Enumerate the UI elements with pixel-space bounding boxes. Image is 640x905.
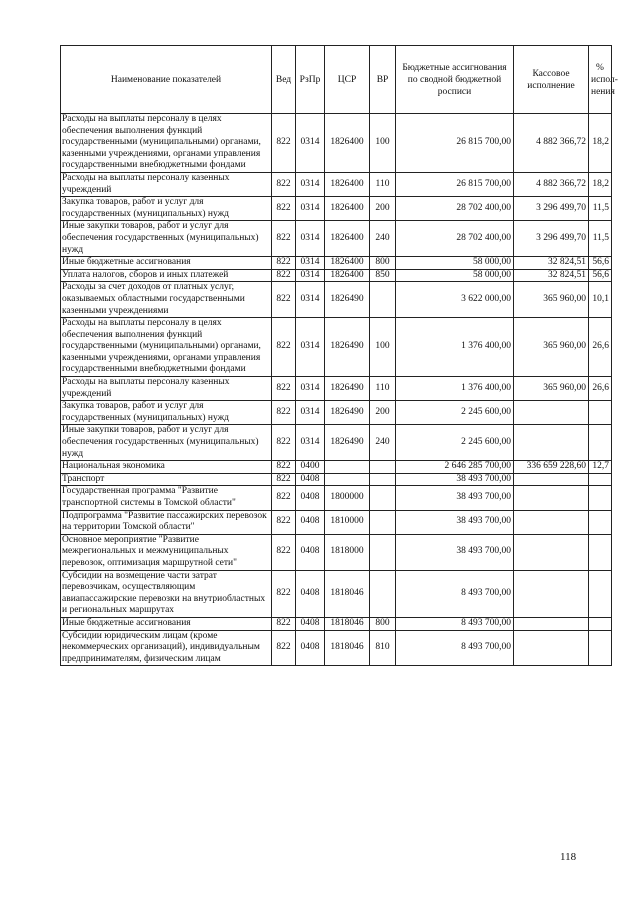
cell-ved: 822 [272,570,296,617]
table-row [61,197,612,221]
cell-budget: 1 376 400,00 [396,318,514,377]
cell-vr: 810 [370,630,396,666]
cell-pct [589,617,612,630]
cell-rzpr: 0408 [296,630,325,666]
cell-cash: 32 824,51 [514,257,589,270]
cell-ved: 822 [272,473,296,486]
cell-ved: 822 [272,318,296,377]
table-row [61,377,612,401]
header-rzpr: РзПр [296,46,325,114]
cell-pct: 26,6 [589,377,612,401]
cell-csr: 1800000 [325,486,370,510]
cell-pct: 18,2 [589,172,612,196]
cell-name: Национальная экономика [61,461,272,474]
cell-name: Подпрограмма "Развитие пассажирских перевозок на территории Томской области" [61,510,272,534]
cell-vr [370,534,396,570]
cell-ved: 822 [272,401,296,425]
cell-rzpr: 0314 [296,172,325,196]
cell-csr: 1826400 [325,221,370,257]
table-row [61,570,612,617]
cell-rzpr: 0314 [296,114,325,173]
cell-pct: 56,6 [589,257,612,270]
cell-rzpr: 0314 [296,377,325,401]
cell-ved: 822 [272,257,296,270]
cell-vr: 240 [370,221,396,257]
cell-cash: 336 659 228,60 [514,461,589,474]
cell-rzpr: 0314 [296,257,325,270]
cell-rzpr: 0314 [296,401,325,425]
cell-cash: 365 960,00 [514,377,589,401]
cell-vr [370,282,396,318]
cell-csr: 1826490 [325,401,370,425]
table-row [61,534,612,570]
cell-ved: 822 [272,534,296,570]
cell-vr: 850 [370,269,396,282]
cell-csr: 1810000 [325,510,370,534]
cell-vr [370,461,396,474]
cell-name: Иные бюджетные ассигнования [61,617,272,630]
cell-name: Расходы за счет доходов от платных услуг, оказываемых областными государственными казенными учреждениями [61,282,272,318]
cell-budget: 26 815 700,00 [396,114,514,173]
cell-name: Закупка товаров, работ и услуг для государственных (муниципальных) нужд [61,401,272,425]
cell-pct [589,401,612,425]
header-cash: Кассовое исполнение [514,46,589,114]
cell-budget: 38 493 700,00 [396,534,514,570]
cell-budget: 28 702 400,00 [396,221,514,257]
header-ved: Вед [272,46,296,114]
cell-rzpr: 0400 [296,461,325,474]
cell-csr: 1818046 [325,630,370,666]
cell-pct: 26,6 [589,318,612,377]
cell-name: Транспорт [61,473,272,486]
cell-budget: 1 376 400,00 [396,377,514,401]
cell-name: Основное мероприятие "Развитие межрегиональных и межмуниципальных перевозок, оптимизация маршрутной сети" [61,534,272,570]
table-row [61,269,612,282]
cell-rzpr: 0408 [296,510,325,534]
cell-csr: 1826490 [325,425,370,461]
cell-csr: 1826400 [325,269,370,282]
cell-vr [370,570,396,617]
cell-vr: 200 [370,197,396,221]
cell-budget: 3 622 000,00 [396,282,514,318]
cell-csr: 1826490 [325,318,370,377]
cell-pct [589,510,612,534]
cell-ved: 822 [272,197,296,221]
cell-ved: 822 [272,221,296,257]
table-row [61,486,612,510]
header-budget: Бюджетные ассигнования по сводной бюджетной росписи [396,46,514,114]
table-row [61,172,612,196]
cell-ved: 822 [272,461,296,474]
table-row [61,630,612,666]
cell-vr [370,473,396,486]
cell-ved: 822 [272,269,296,282]
cell-pct [589,630,612,666]
cell-budget: 8 493 700,00 [396,630,514,666]
cell-cash: 365 960,00 [514,282,589,318]
cell-cash [514,401,589,425]
table-row [61,425,612,461]
cell-csr: 1826400 [325,257,370,270]
cell-vr: 110 [370,377,396,401]
cell-ved: 822 [272,510,296,534]
cell-ved: 822 [272,425,296,461]
header-csr: ЦСР [325,46,370,114]
cell-csr [325,461,370,474]
table-row [61,617,612,630]
cell-budget: 28 702 400,00 [396,197,514,221]
cell-rzpr: 0314 [296,318,325,377]
cell-ved: 822 [272,617,296,630]
cell-vr [370,486,396,510]
cell-name: Уплата налогов, сборов и иных платежей [61,269,272,282]
cell-csr: 1818046 [325,570,370,617]
cell-name: Иные бюджетные ассигнования [61,257,272,270]
table-row [61,257,612,270]
cell-cash [514,534,589,570]
cell-vr: 100 [370,114,396,173]
cell-name: Расходы на выплаты персоналу в целях обеспечения выполнения функций государственными (муниципальными) органами, казенными учреждениями, органами управления государственными внебюджетными фондами [61,318,272,377]
cell-ved: 822 [272,486,296,510]
cell-pct: 56,6 [589,269,612,282]
cell-name: Иные закупки товаров, работ и услуг для обеспечения государственных (муниципальных) нужд [61,221,272,257]
table-row [61,221,612,257]
page-number: 118 [560,851,577,863]
cell-vr: 100 [370,318,396,377]
cell-pct: 11,5 [589,221,612,257]
cell-budget: 38 493 700,00 [396,473,514,486]
cell-csr: 1826400 [325,197,370,221]
cell-name: Закупка товаров, работ и услуг для государственных (муниципальных) нужд [61,197,272,221]
cell-rzpr: 0314 [296,197,325,221]
cell-ved: 822 [272,630,296,666]
cell-budget: 2 646 285 700,00 [396,461,514,474]
cell-cash [514,486,589,510]
cell-cash: 32 824,51 [514,269,589,282]
table-row [61,510,612,534]
cell-csr: 1826490 [325,282,370,318]
cell-cash [514,425,589,461]
cell-rzpr: 0408 [296,617,325,630]
cell-cash [514,617,589,630]
cell-csr: 1818000 [325,534,370,570]
cell-vr: 200 [370,401,396,425]
cell-budget: 38 493 700,00 [396,510,514,534]
cell-budget: 2 245 600,00 [396,401,514,425]
cell-pct: 11,5 [589,197,612,221]
cell-pct [589,473,612,486]
header-pct: % испол-нения [589,46,612,114]
cell-budget: 58 000,00 [396,269,514,282]
cell-csr: 1826400 [325,114,370,173]
cell-pct [589,425,612,461]
cell-vr [370,510,396,534]
cell-ved: 822 [272,377,296,401]
cell-pct [589,570,612,617]
header-row [61,46,612,114]
cell-rzpr: 0314 [296,282,325,318]
header-name: Наименование показателей [61,46,272,114]
table-row [61,318,612,377]
cell-name: Расходы на выплаты персоналу казенных учреждений [61,172,272,196]
cell-cash: 3 296 499,70 [514,221,589,257]
cell-rzpr: 0408 [296,486,325,510]
cell-cash [514,570,589,617]
budget-table [60,45,618,666]
cell-name: Расходы на выплаты персоналу в целях обеспечения выполнения функций государственными (муниципальными) органами, казенными учреждениями, органами управления государственными внебюджетными фондами [61,114,272,173]
cell-rzpr: 0408 [296,534,325,570]
header-vr: ВР [370,46,396,114]
cell-name: Иные закупки товаров, работ и услуг для обеспечения государственных (муниципальных) нужд [61,425,272,461]
cell-ved: 822 [272,172,296,196]
table-row [61,461,612,474]
cell-vr: 240 [370,425,396,461]
cell-cash [514,473,589,486]
table-row [61,473,612,486]
cell-csr: 1818046 [325,617,370,630]
cell-cash: 365 960,00 [514,318,589,377]
cell-cash: 4 882 366,72 [514,114,589,173]
cell-name: Субсидии на возмещение части затрат перевозчикам, осуществляющим авиапассажирские перевозки на внутриобластных и региональных маршрутах [61,570,272,617]
cell-vr: 800 [370,617,396,630]
cell-vr: 110 [370,172,396,196]
cell-budget: 8 493 700,00 [396,617,514,630]
cell-budget: 58 000,00 [396,257,514,270]
cell-name: Субсидии юридическим лицам (кроме некоммерческих организаций), индивидуальным предпринимателям, физическим лицам [61,630,272,666]
cell-csr: 1826400 [325,172,370,196]
cell-cash [514,510,589,534]
cell-pct [589,534,612,570]
cell-cash: 4 882 366,72 [514,172,589,196]
cell-ved: 822 [272,282,296,318]
cell-rzpr: 0314 [296,425,325,461]
cell-rzpr: 0314 [296,269,325,282]
table-row [61,401,612,425]
cell-budget: 8 493 700,00 [396,570,514,617]
cell-cash [514,630,589,666]
cell-budget: 2 245 600,00 [396,425,514,461]
cell-rzpr: 0314 [296,221,325,257]
cell-rzpr: 0408 [296,473,325,486]
cell-csr [325,473,370,486]
cell-cash: 3 296 499,70 [514,197,589,221]
cell-budget: 38 493 700,00 [396,486,514,510]
cell-pct: 12,7 [589,461,612,474]
cell-vr: 800 [370,257,396,270]
cell-csr: 1826490 [325,377,370,401]
cell-pct: 18,2 [589,114,612,173]
cell-pct: 10,1 [589,282,612,318]
cell-ved: 822 [272,114,296,173]
cell-rzpr: 0408 [296,570,325,617]
table-row [61,114,612,173]
table-row [61,282,612,318]
cell-budget: 26 815 700,00 [396,172,514,196]
cell-name: Расходы на выплаты персоналу казенных учреждений [61,377,272,401]
cell-pct [589,486,612,510]
cell-name: Государственная программа "Развитие транспортной системы в Томской области" [61,486,272,510]
